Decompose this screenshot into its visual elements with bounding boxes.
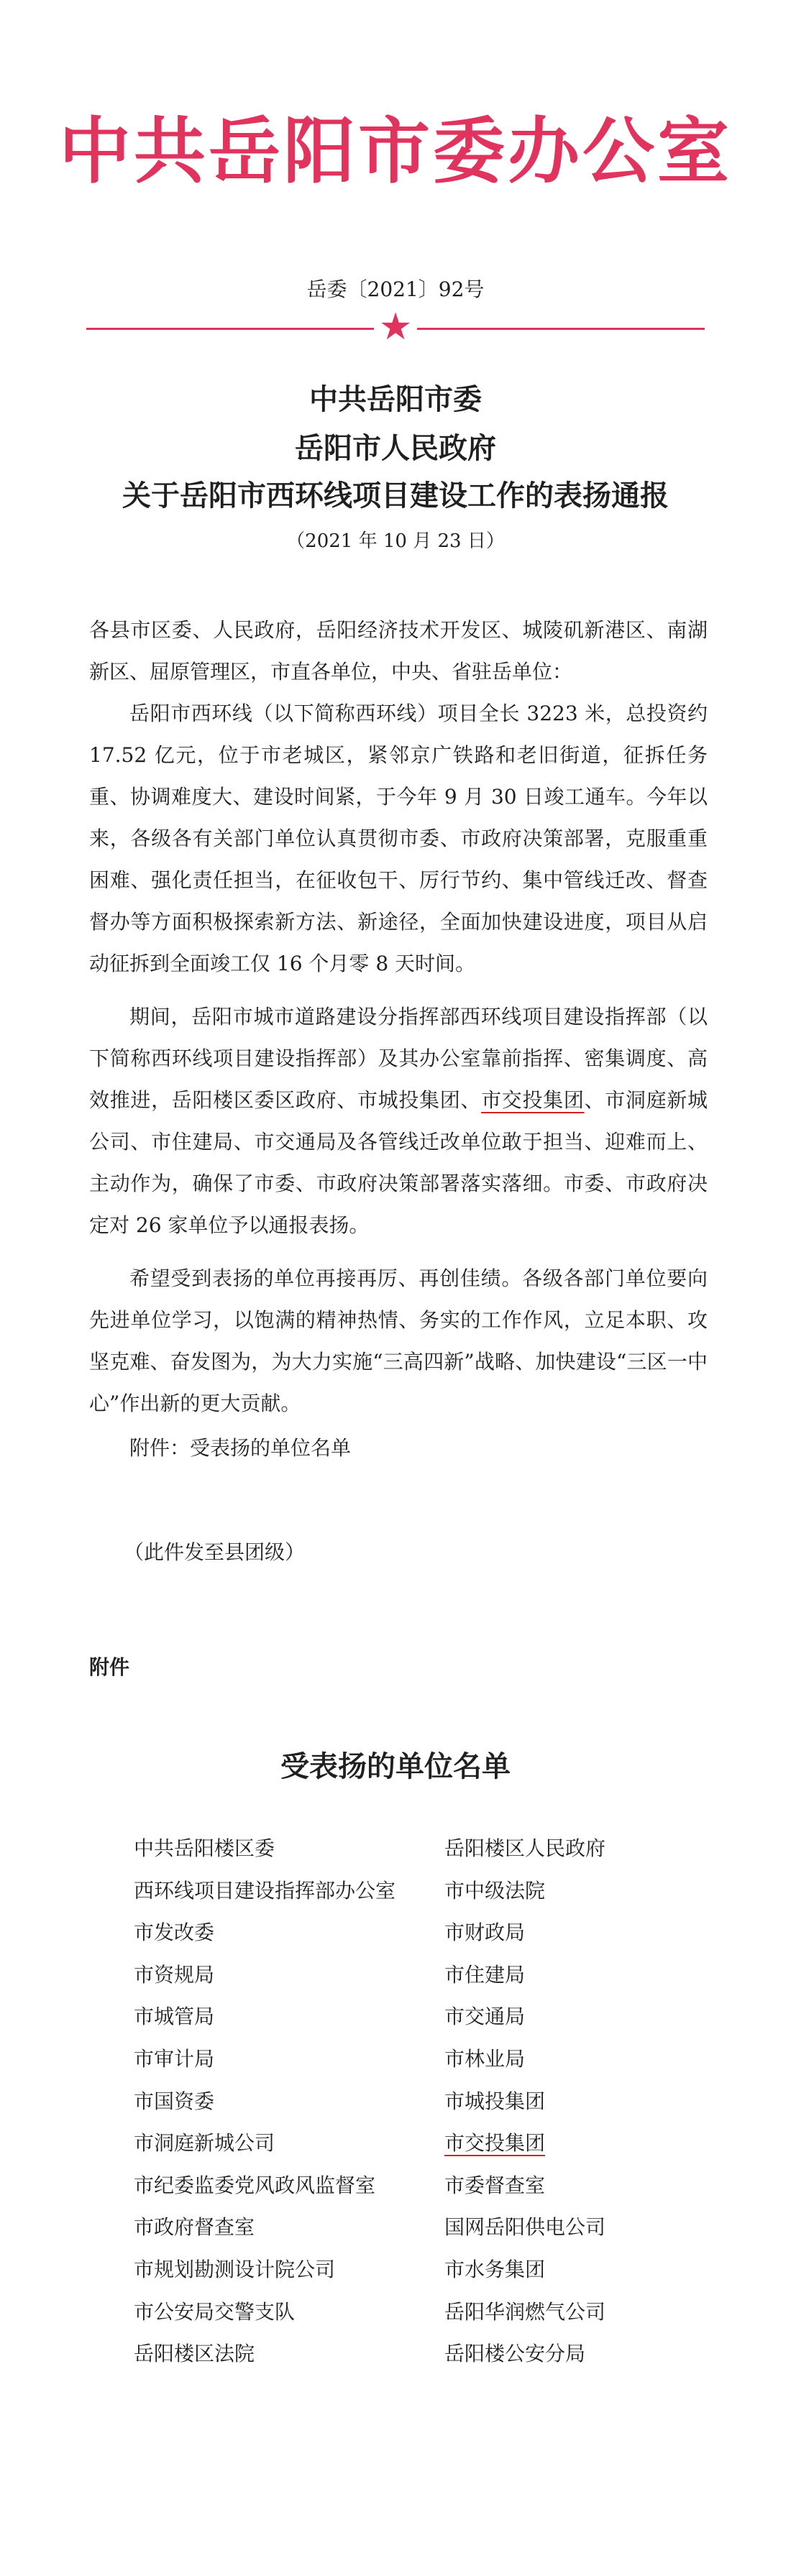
paragraph-1: 岳阳市西环线（以下简称西环线）项目全长 3223 米，总投资约 17.52 亿元，位于市老城区，紧邻京广铁路和老旧街道，征拆任务重、协调难度大、建设时间紧，于今年 9 月 30 日竣工通车。今年以来，各级各有关部门单位认真贯彻市委、市政府决策部署，克服重重困难、强化责任担当，在征收包干、厉行节约、集中管线迁改、督查督办等方面积极探索新方法、新途径，全面加快建设进度，项目从启动征拆到全面竣工仅 16 个月零 8 天时间。 xyxy=(89,702,708,975)
red-divider-right xyxy=(417,328,705,330)
paragraph-2-part-a: 期间，岳阳市城市道路建设分指挥部西环线项目建设指挥部（以下简称西环线项目建设指挥部）及其办公室靠前指挥、密集调度、高效推进，岳阳楼区委区政府、市城投集团、 xyxy=(89,1005,708,1112)
attachment-label: 附件 xyxy=(89,1655,130,1679)
unit-item-highlighted: 市交投集团 xyxy=(444,2131,546,2156)
title-line-2: 岳阳市人民政府 xyxy=(295,431,496,465)
unit-item: 市纪委监委党风政风监督室 xyxy=(134,2173,376,2197)
paragraph-2-part-b: 、市洞庭新城公司、市住建局、市交通局及各管线迁改单位敢于担当、迎难而上、主动作为，确保了市委、市政府决策部署落实落细。市委、市政府决定对 26 家单位予以通报表扬。 xyxy=(89,1088,708,1237)
unit-item: 市国资委 xyxy=(134,2089,215,2113)
unit-item: 市审计局 xyxy=(134,2046,215,2071)
unit-item: 市委督查室 xyxy=(444,2173,546,2197)
issuing-office-header: 中共岳阳市委办公室 xyxy=(59,109,732,193)
unit-item: 市交通局 xyxy=(444,2005,526,2029)
unit-item: 中共岳阳楼区委 xyxy=(134,1836,275,1860)
unit-item: 市公安局交警支队 xyxy=(134,2299,296,2324)
unit-item: 市林业局 xyxy=(444,2046,526,2071)
unit-item: 市规划勘测设计院公司 xyxy=(134,2257,336,2281)
unit-item: 市水务集团 xyxy=(444,2257,546,2281)
attachment-note: 附件：受表扬的单位名单 xyxy=(129,1436,352,1460)
commended-unit-list xyxy=(134,1834,709,2382)
unit-item: 市洞庭新城公司 xyxy=(134,2131,275,2156)
title-line-1: 中共岳阳市委 xyxy=(309,382,482,416)
unit-item: 岳阳华润燃气公司 xyxy=(444,2299,606,2324)
distribution-scope-note: （此件发至县团级） xyxy=(124,1540,306,1564)
unit-item: 岳阳楼公安分局 xyxy=(444,2342,586,2366)
unit-item: 市财政局 xyxy=(444,1920,526,1945)
unit-item: 市资规局 xyxy=(134,1962,215,1987)
paragraph-3: 希望受到表扬的单位再接再厉、再创佳绩。各级各部门单位要向先进单位学习，以饱满的精神热情、务实的工作作风，立足本职、攻坚克难、奋发图为，为大力实施“三高四新”战略、加快建设“三区一中心”作出新的更大贡献。 xyxy=(89,1266,708,1415)
unit-list-title: 受表扬的单位名单 xyxy=(280,1749,511,1783)
recipients: 各县市区委、人民政府，岳阳经济技术开发区、城陵矶新港区、南湖新区、屈原管理区，市直各单位，中央、省驻岳单位： xyxy=(89,618,708,684)
red-divider-left xyxy=(86,328,374,330)
unit-item: 西环线项目建设指挥部办公室 xyxy=(134,1878,396,1903)
unit-item: 市城管局 xyxy=(134,2005,215,2029)
unit-item: 市中级法院 xyxy=(444,1878,546,1903)
title-line-3: 关于岳阳市西环线项目建设工作的表扬通报 xyxy=(122,479,669,512)
unit-item: 市发改委 xyxy=(134,1920,215,1945)
unit-item: 国网岳阳供电公司 xyxy=(444,2215,606,2240)
unit-item: 市城投集团 xyxy=(444,2089,546,2113)
paragraph-2 xyxy=(89,996,708,1246)
red-star-icon: ★ xyxy=(378,305,413,349)
unit-item: 市政府督查室 xyxy=(134,2215,255,2240)
unit-item: 岳阳楼区法院 xyxy=(134,2342,255,2366)
unit-item: 岳阳楼区人民政府 xyxy=(444,1836,606,1860)
unit-item: 市住建局 xyxy=(444,1962,526,1987)
highlighted-unit: 市交投集团 xyxy=(481,1088,585,1112)
document-number: 岳委〔2021〕92号 xyxy=(306,277,485,301)
notice-body xyxy=(89,610,708,1425)
issue-date: （2021 年 10 月 23 日） xyxy=(286,530,505,552)
